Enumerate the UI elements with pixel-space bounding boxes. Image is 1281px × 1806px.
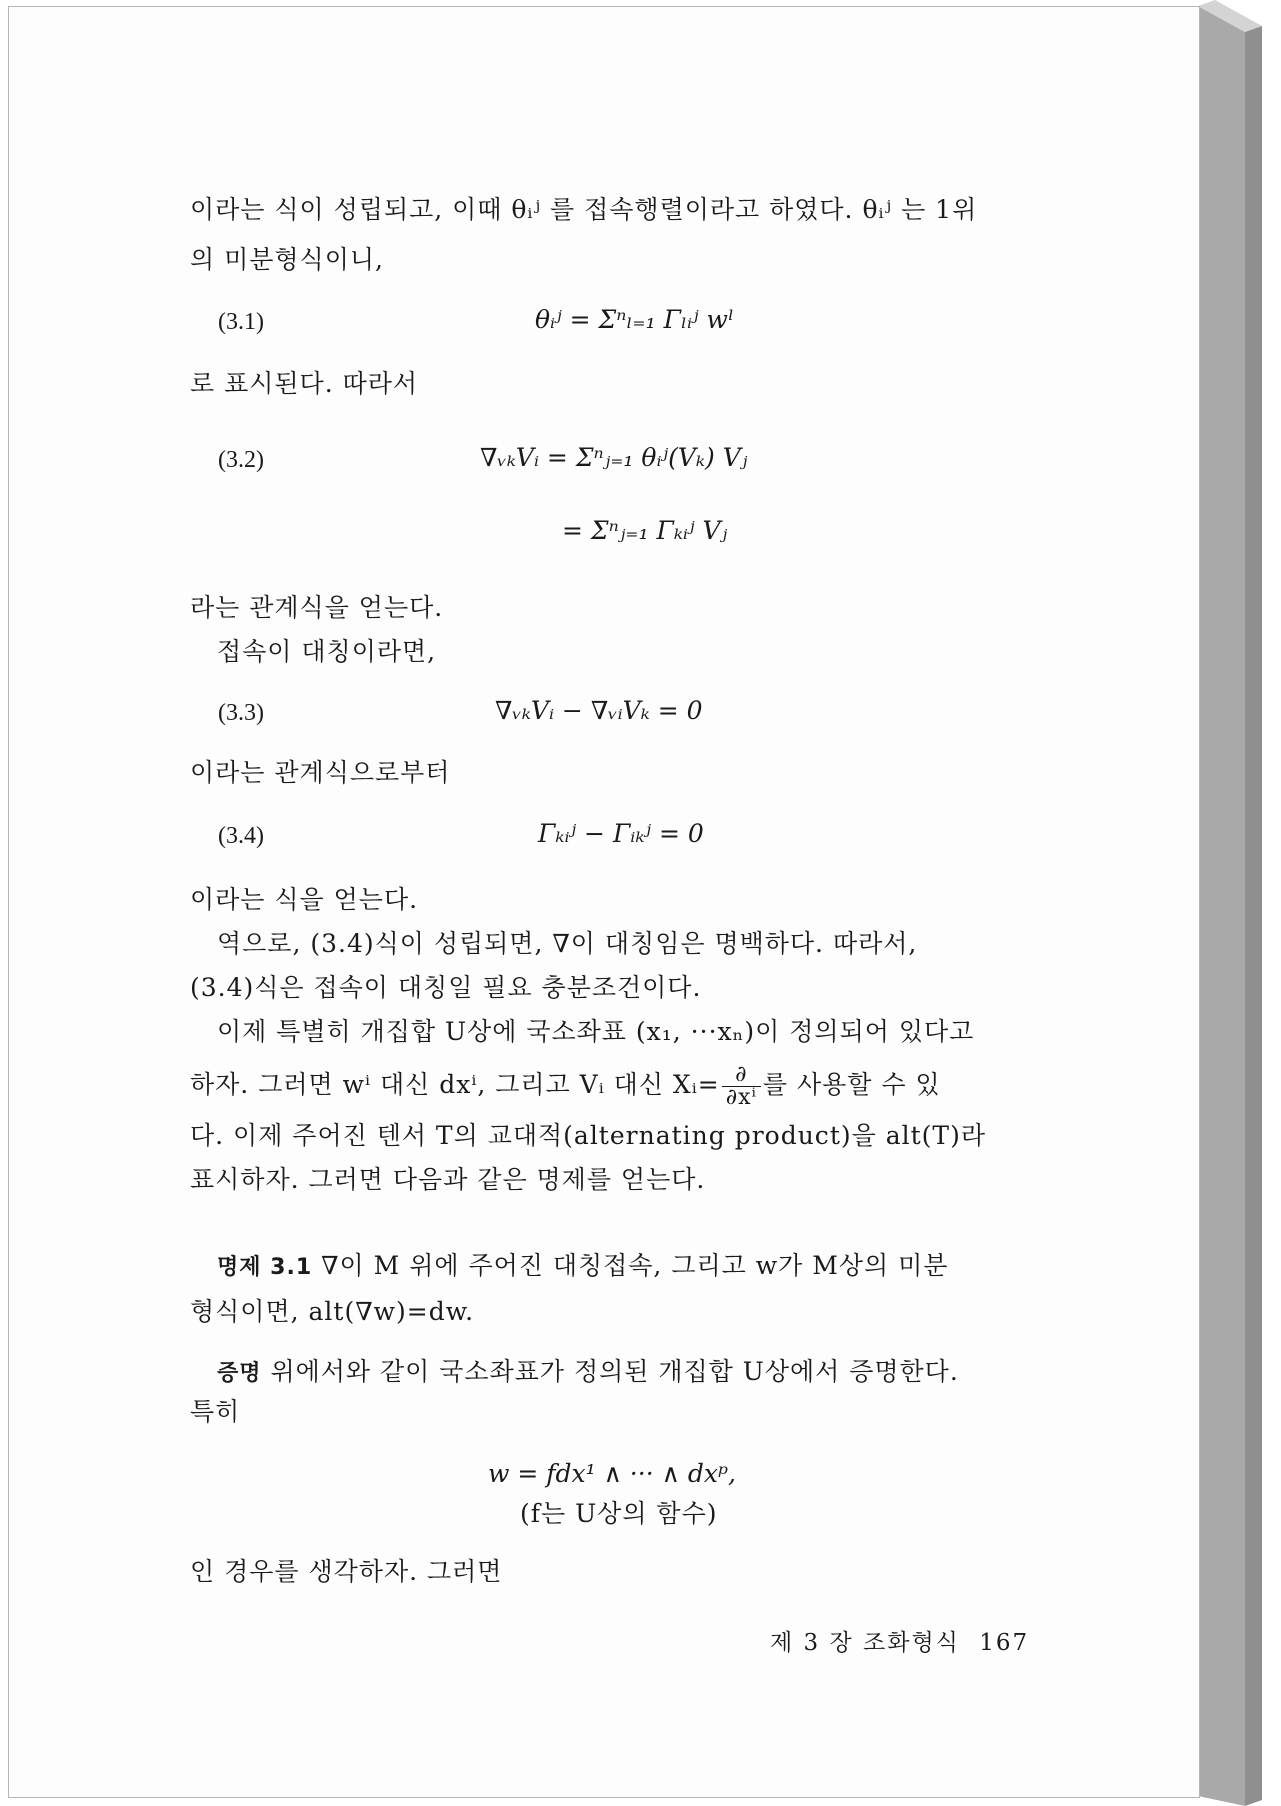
proof-line	[217, 1356, 959, 1390]
equation-number-3-1: (3.1)	[218, 309, 264, 335]
text-line-4: 라는 관계식을 얻는다.	[190, 593, 444, 622]
proposition-label: 명제 3.1	[217, 1255, 313, 1280]
text-line-13: 표시하자. 그러면 다음과 같은 명제를 얻는다.	[190, 1165, 706, 1194]
equation-3-2-line-2: = Σⁿⱼ₌₁ Γₖᵢʲ Vⱼ	[562, 516, 728, 545]
text-line-17: 특히	[190, 1397, 241, 1426]
text-line-11	[190, 1064, 941, 1109]
proposition-line	[217, 1250, 948, 1284]
proposition-text: ∇이 M 위에 주어진 대칭접속, 그리고 w가 M상의 미분	[321, 1251, 949, 1280]
text-line-2: 의 미분형식이니,	[190, 245, 384, 274]
partial-fraction	[722, 1064, 761, 1109]
equation-3-4: Γₖᵢʲ − Γᵢₖʲ = 0	[538, 819, 704, 848]
text-line-1: 이라는 식이 성립되고, 이때 θᵢʲ 를 접속행렬이라고 하였다. θᵢʲ 는 1위	[190, 195, 978, 224]
equation-3-5-note: (f는 U상의 함수)	[520, 1499, 718, 1528]
text-line-8: 역으로, (3.4)식이 성립되면, ∇이 대칭임은 명백하다. 따라서,	[217, 929, 918, 958]
text-line-12: 다. 이제 주어진 텐서 T의 교대적(alternating product)을 alt(T)라	[190, 1121, 986, 1150]
equation-3-1: θᵢʲ = Σⁿₗ₌₁ Γₗᵢʲ wˡ	[535, 305, 735, 334]
equation-number-3-2: (3.2)	[218, 447, 264, 473]
proof-label: 증명	[217, 1361, 262, 1386]
text-line-6: 이라는 관계식으로부터	[190, 758, 451, 787]
text-line-11-end: 를 사용할 수 있	[762, 1070, 941, 1099]
fraction-numerator: ∂	[722, 1064, 761, 1087]
equation-number-3-3: (3.3)	[218, 700, 264, 726]
equation-3-5: w = fdx¹ ∧ ··· ∧ dxᵖ,	[488, 1459, 736, 1488]
text-line-3: 로 표시된다. 따라서	[190, 369, 419, 398]
text-line-18: 인 경우를 생각하자. 그러면	[190, 1557, 503, 1586]
equation-3-2-line-1: ∇ᵥₖVᵢ = Σⁿⱼ₌₁ θᵢʲ(Vₖ) Vⱼ	[480, 443, 748, 472]
equation-3-3: ∇ᵥₖVᵢ − ∇ᵥᵢVₖ = 0	[495, 696, 703, 725]
equation-number-3-4: (3.4)	[218, 823, 264, 849]
text-line-11-start: 하자. 그러면 wⁱ 대신 dxⁱ, 그리고 Vᵢ 대신 Xᵢ=	[190, 1070, 720, 1099]
page-footer	[770, 1628, 1029, 1658]
text-line-7: 이라는 식을 얻는다.	[190, 885, 419, 914]
text-line-15: 형식이면, alt(∇w)=dw.	[190, 1297, 475, 1326]
text-line-9: (3.4)식은 접속이 대칭일 필요 충분조건이다.	[190, 973, 702, 1002]
text-line-5: 접속이 대칭이라면,	[217, 637, 437, 666]
text-line-10: 이제 특별히 개집합 U상에 국소좌표 (x₁, ···xₙ)이 정의되어 있다고	[217, 1017, 975, 1046]
proof-text: 위에서와 같이 국소좌표가 정의된 개집합 U상에서 증명한다.	[270, 1357, 959, 1386]
chapter-title: 제 3 장 조화형식	[770, 1630, 960, 1656]
fraction-denominator: ∂xⁱ	[725, 1085, 757, 1110]
page-number: 167	[979, 1630, 1030, 1656]
